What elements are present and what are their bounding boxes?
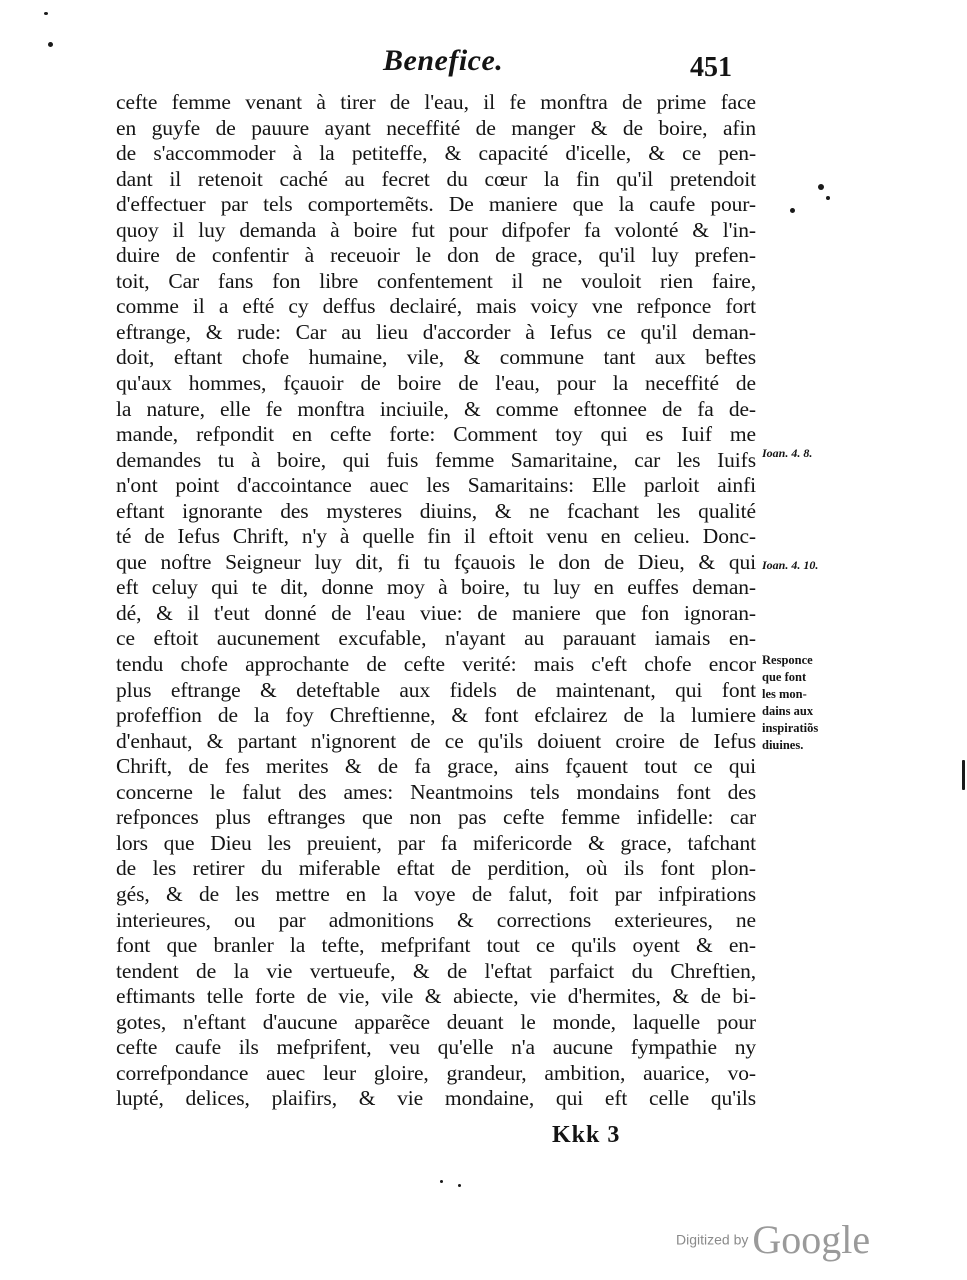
text-line: mande, refpondit en cefte forte: Comment toy qui es Iuif me <box>116 422 756 447</box>
text-line: cefte caufe ils mefprifent, veu qu'elle n'a aucune fympathie ny <box>116 1035 756 1060</box>
text-line: eftant ignorante des mysteres diuins, & ne fcachant les qualité <box>116 498 756 523</box>
text-line: en guyfe de pauure ayant neceffité de manger & de boire, afin <box>116 115 756 140</box>
text-line: font que branler la tefte, mefprifant tout ce qu'ils oyent & en- <box>116 933 756 958</box>
text-line: concerne le falut des ames: Neantmoins tels mondains font des <box>116 779 756 804</box>
ink-speck <box>818 184 824 190</box>
text-line: eftimants telle forte de vie, vile & abiecte, vie d'hermites, & de bi- <box>116 984 756 1009</box>
margin-note-reference: Ioan. 4. 10. <box>762 558 819 572</box>
text-line: gés, & de les mettre en la voye de falut, foit par infpirations <box>116 881 756 906</box>
ink-speck <box>826 196 830 200</box>
text-line: toit, Car fans fon libre confentement il ne vouloit rien faire, <box>116 268 756 293</box>
margin-note-line: les mon- <box>762 687 807 701</box>
text-line: refponces plus eftranges que non pas cefte femme infidelle: car <box>116 805 756 830</box>
text-line: n'ont point d'accointance auec les Samaritains: Elle parloit ainfi <box>116 473 756 498</box>
text-line: tendu chofe approchante de cefte verité: mais c'eft chofe encor <box>116 652 756 677</box>
margin-note-line: que font <box>762 670 807 684</box>
text-line: de les retirer du miferable eftat de perdition, où ils font plon- <box>116 856 756 881</box>
text-line: gotes, n'eftant d'aucune apparẽce deuant le monde, laquelle pour <box>116 1009 756 1034</box>
text-line: d'effectuer par tels comportemẽts. De maniere que la caufe pour- <box>116 192 756 217</box>
text-line: lors que Dieu les preuient, par fa mifericorde & grace, tafchant <box>116 830 756 855</box>
watermark-prefix: Digitized by <box>676 1231 749 1248</box>
text-line: Chrift, de fes merites & de fa grace, ains fçauent tout ce qui <box>116 754 756 779</box>
google-logo: Google <box>752 1217 871 1262</box>
text-line: tendent de la vie vertueufe, & de l'eftat parfaict du Chreftien, <box>116 958 756 983</box>
text-line: de s'accommoder à la petiteffe, & capacité d'icelle, & ce pen- <box>116 141 756 166</box>
text-line: profeffion de la foy Chreftienne, & font efclairez de la lumiere <box>116 703 756 728</box>
text-line: doit, eftant chofe humaine, vile, & commune tant aux beftes <box>116 345 756 370</box>
text-line: la nature, elle fe monftra inciuile, & comme eftonnee de fa de- <box>116 396 756 421</box>
body-text <box>116 90 756 1112</box>
page-number: 451 <box>690 52 732 83</box>
text-line: qu'aux hommes, fçauoir de boire de l'eau, pour la neceffité de <box>116 371 756 396</box>
ink-speck <box>44 12 48 15</box>
text-line: dé, & il t'eut donné de l'eau viue: de maniere que fon ignoran- <box>116 600 756 625</box>
text-line: ce eftoit aucunement excufable, n'ayant au parauant iamais en- <box>116 626 756 651</box>
text-line: quoy il luy demanda à boire fut pour difpofer fa volonté & l'in- <box>116 217 756 242</box>
ink-speck <box>440 1180 443 1183</box>
text-line: lupté, delices, plaifirs, & vie mondaine, qui eft celle qu'ils <box>116 1086 756 1111</box>
text-line: eftrange, & rude: Car au lieu d'accorder à Iefus ce qu'il deman- <box>116 319 756 344</box>
text-line: cefte femme venant à tirer de l'eau, il fe monftra de prime face <box>116 90 756 114</box>
ink-speck <box>48 42 53 47</box>
margin-note-line: inspiratiõs <box>762 721 819 735</box>
margin-note-reference: Ioan. 4. 8. <box>762 446 813 460</box>
ink-speck <box>962 760 965 790</box>
text-line: demandes tu à boire, qui fuis femme Samaritaine, car les Iuifs <box>116 447 756 472</box>
text-line: plus eftrange & deteftable aux fidels de maintenant, qui font <box>116 677 756 702</box>
ink-speck <box>458 1184 461 1187</box>
text-line: interieures, ou par admonitions & corrections exterieures, ne <box>116 907 756 932</box>
text-line: duire de confentir à receuoir le don de grace, qu'il luy prefen- <box>116 243 756 268</box>
margin-note-gloss <box>762 652 818 754</box>
digitized-by-google-watermark <box>676 1216 870 1263</box>
text-line: que noftre Seigneur luy dit, fi tu fçauois le don de Dieu, & qui <box>116 549 756 574</box>
text-line: correfpondance auec leur gloire, grandeur, ambition, auarice, vo- <box>116 1060 756 1085</box>
text-line: eft celuy qui te dit, donne moy à boire, tu luy en euffes deman- <box>116 575 756 600</box>
text-line: té de Iefus Chrift, n'y à quelle fin il eftoit venu en celieu. Donc- <box>116 524 756 549</box>
margin-note-line: dains aux <box>762 704 814 718</box>
signature-mark: Kkk 3 <box>552 1122 621 1148</box>
running-head: Benefice. <box>383 44 504 77</box>
ink-speck <box>790 208 795 213</box>
margin-note-line: diuines. <box>762 738 804 752</box>
margin-note-line: Responce <box>762 653 813 667</box>
text-line: dant il retenoit caché au fecret du cœur la fin qu'il pretendoit <box>116 166 756 191</box>
text-line: comme il a efté cy deffus declairé, mais voicy vne refponce fort <box>116 294 756 319</box>
text-line: d'enhaut, & partant n'ignorent de ce qu'ils doiuent croire de Iefus <box>116 728 756 753</box>
